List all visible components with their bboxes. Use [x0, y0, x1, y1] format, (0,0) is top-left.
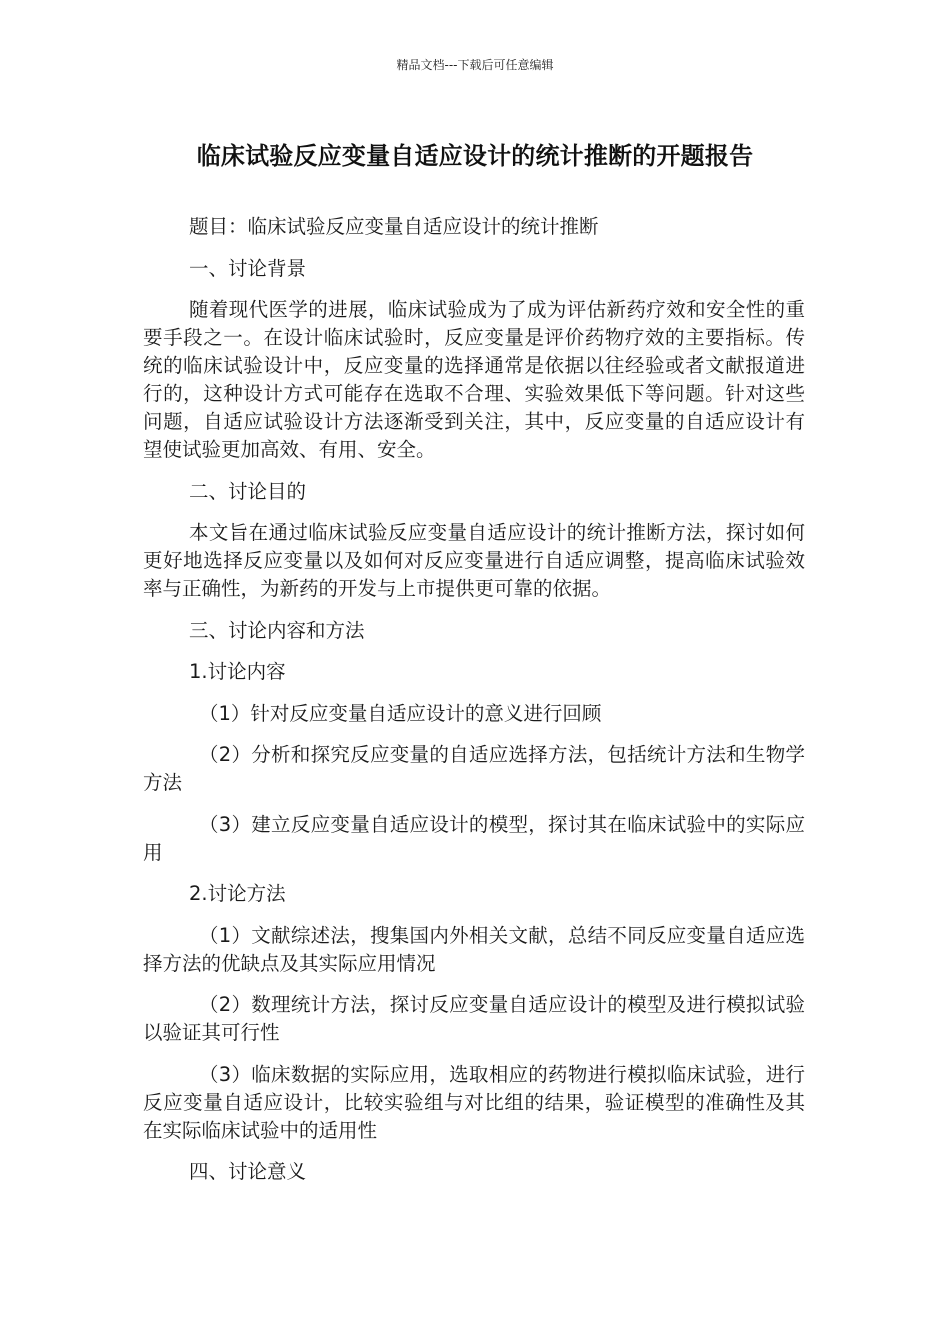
background-paragraph: 随着现代医学的进展，临床试验成为了成为评估新药疗效和安全性的重要手段之一。在设计临床试验时，反应变量是评价药物疗效的主要指标。传统的临床试验设计中，反应变量的选择通常是依据以往经验或者文献报道进行的，这种设计方式可能存在选取不合理、实验效果低下等问题。针对这些问题，自适应试验设计方法逐渐受到关注，其中，反应变量的自适应设计有望使试验更加高效、有用、安全。 [143, 298, 805, 461]
section-heading-content-methods: 三、讨论内容和方法 [189, 618, 365, 642]
content-item-1: （1）针对反应变量自适应设计的意义进行回顾 [199, 701, 602, 725]
document-body [143, 213, 805, 1200]
subheading-methods: 2.讨论方法 [189, 882, 286, 905]
method-item-1: （1）文献综述法，搜集国内外相关文献，总结不同反应变量自适应选择方法的优缺点及其实际应用情况 [143, 923, 805, 975]
content-item-3: （3）建立反应变量自适应设计的模型，探讨其在临床试验中的实际应用 [143, 812, 805, 864]
method-item-2: （2）数理统计方法，探讨反应变量自适应设计的模型及进行模拟试验以验证其可行性 [143, 993, 805, 1044]
purpose-paragraph: 本文旨在通过临床试验反应变量自适应设计的统计推断方法，探讨如何更好地选择反应变量以及如何对反应变量进行自适应调整，提高临床试验效率与正确性，为新药的开发与上市提供更可靠的依据。 [143, 521, 805, 600]
section-heading-background: 一、讨论背景 [189, 256, 307, 280]
section-heading-significance: 四、讨论意义 [189, 1160, 307, 1183]
header-note: 精品文档---下载后可任意编辑 [396, 58, 554, 72]
section-heading-purpose: 二、讨论目的 [189, 479, 307, 503]
subject-line: 题目：临床试验反应变量自适应设计的统计推断 [189, 215, 599, 238]
method-item-3: （3）临床数据的实际应用，选取相应的药物进行模拟临床试验，进行反应变量自适应设计，比较实验组与对比组的结果，验证模型的准确性及其在实际临床试验中的适用性 [143, 1062, 805, 1142]
document-title: 临床试验反应变量自适应设计的统计推断的开题报告 [196, 142, 754, 170]
content-item-2: （2）分析和探究反应变量的自适应选择方法，包括统计方法和生物学方法 [143, 743, 805, 794]
subheading-content: 1.讨论内容 [189, 660, 286, 683]
